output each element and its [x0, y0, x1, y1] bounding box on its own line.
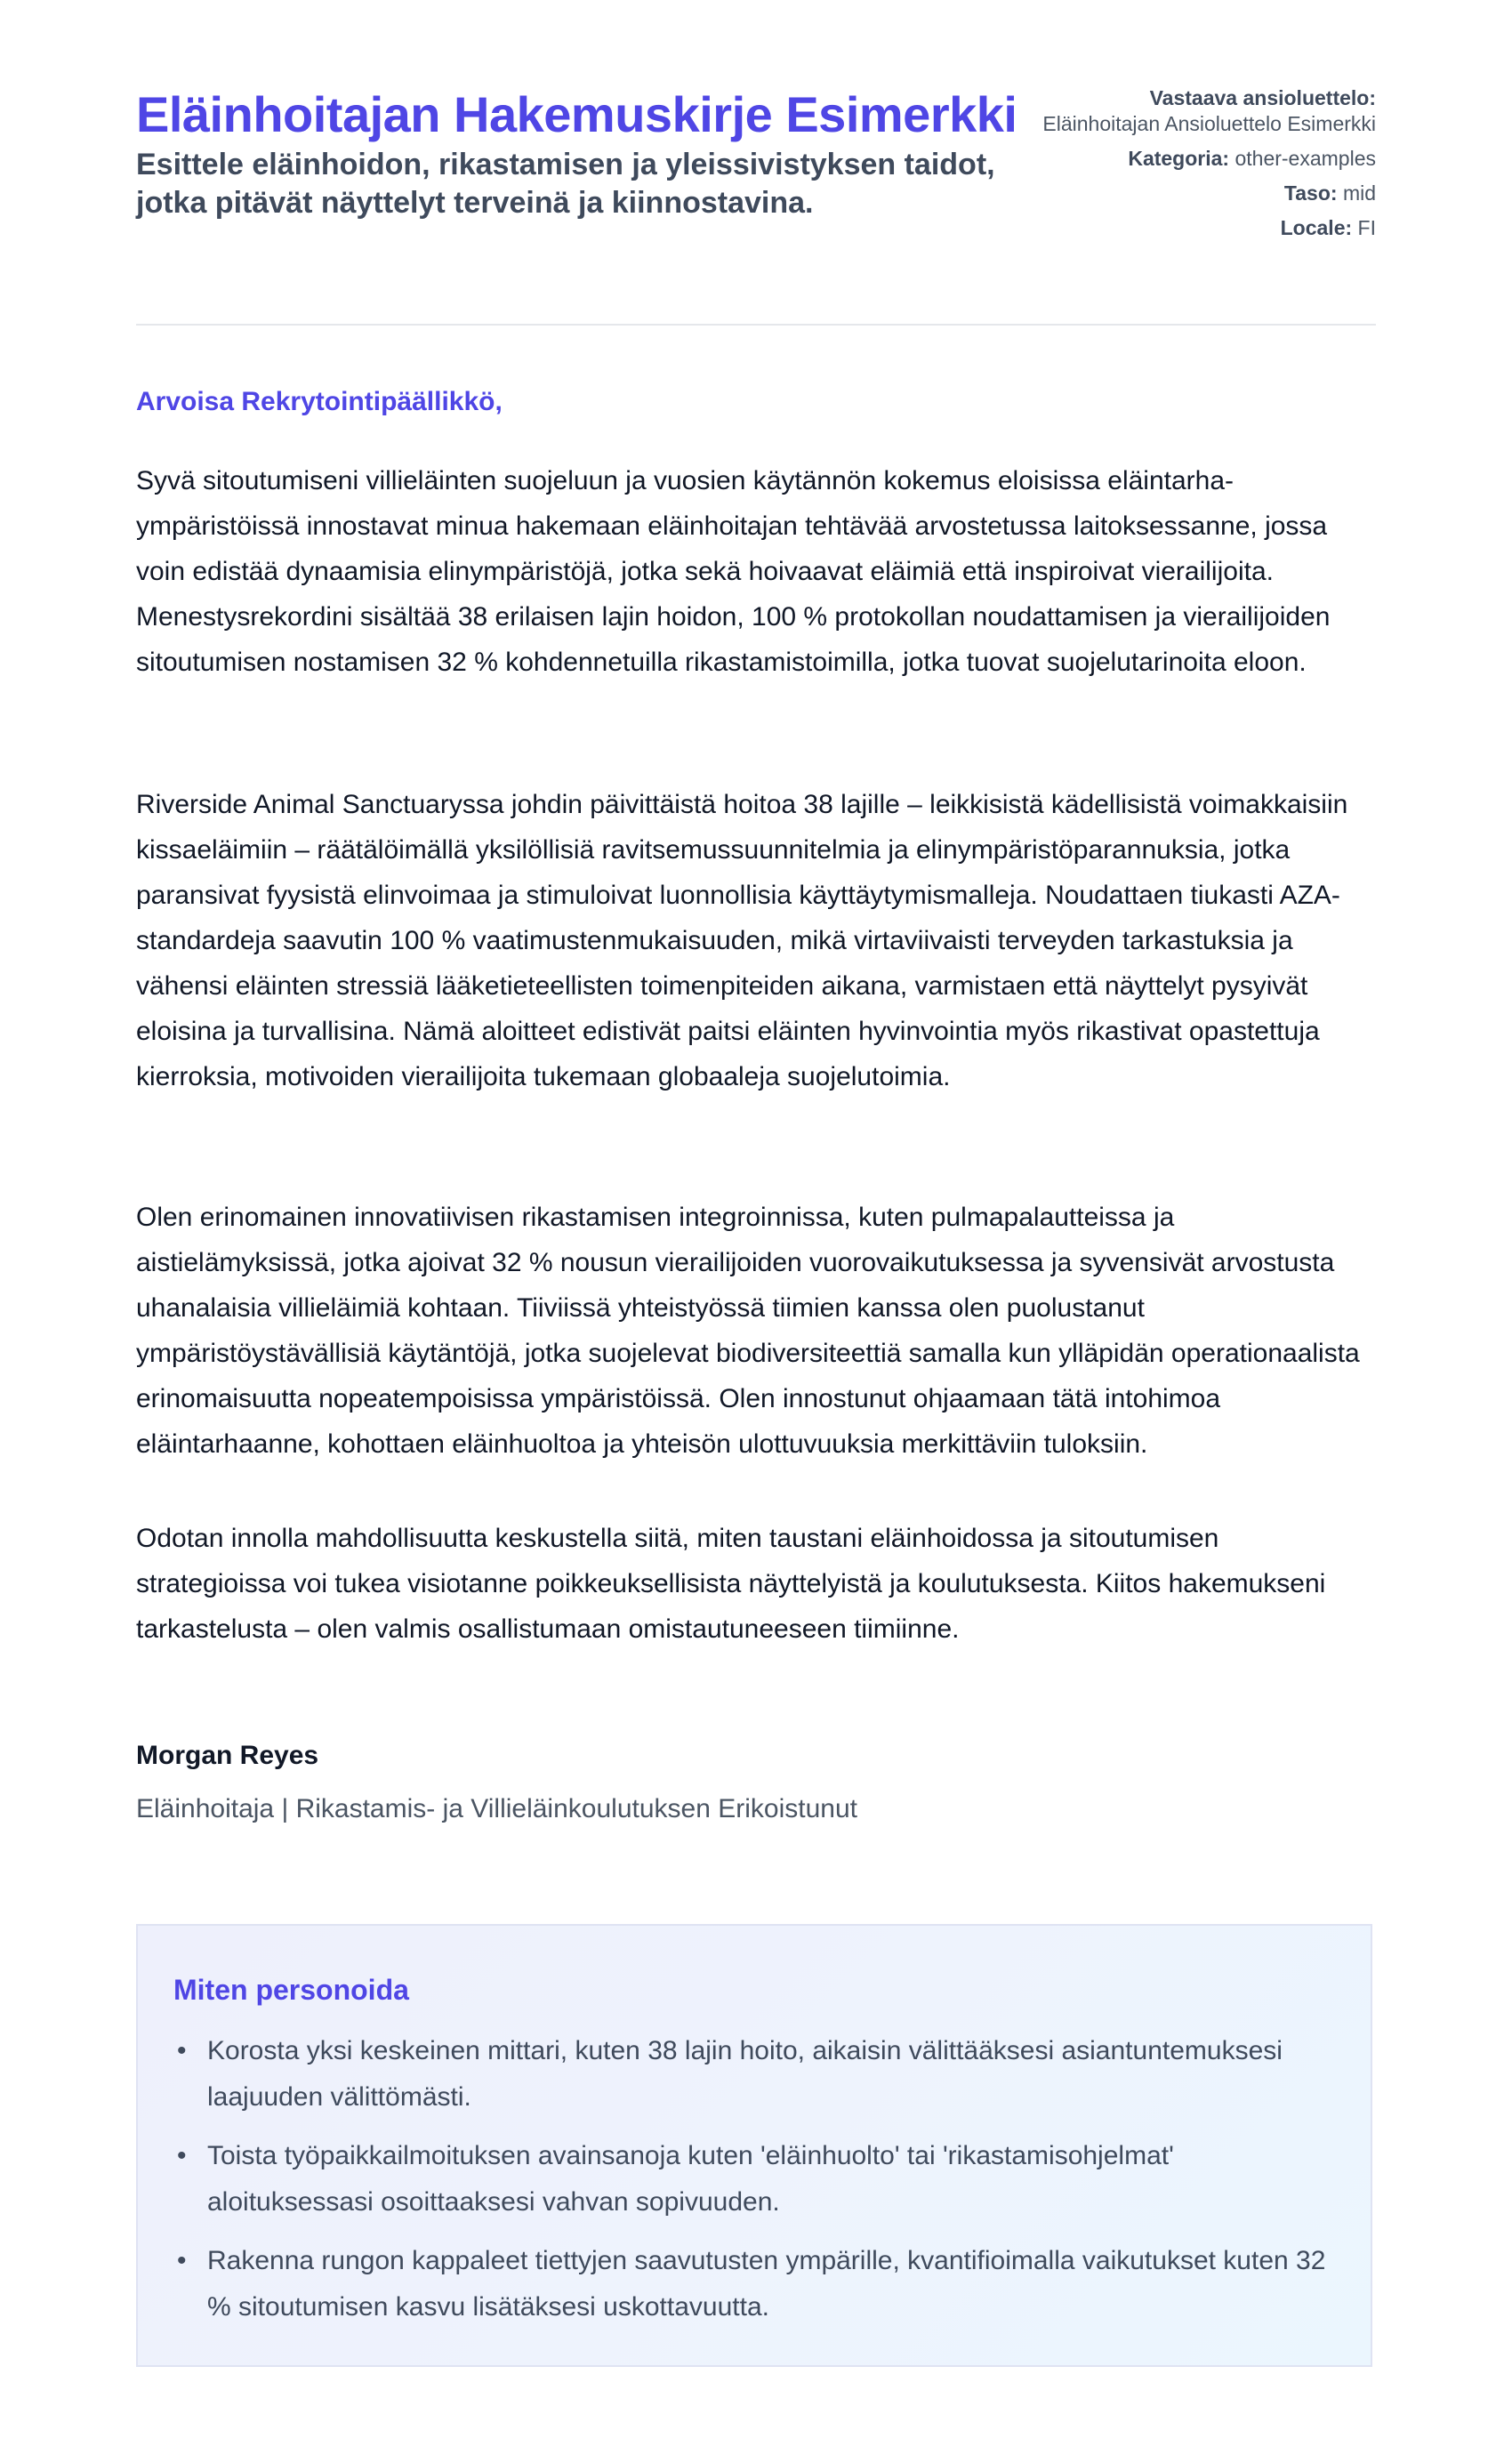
meta-resume-value: Eläinhoitajan Ansioluettelo Esimerkki — [1042, 112, 1376, 135]
meta-level-value: mid — [1342, 181, 1376, 205]
letter-paragraph-3: Olen erinomainen innovatiivisen rikastamisen integroinnissa, kuten pulmapalautteissa ja aistielämyksissä, jotka ajoivat 32 % nousun vierailijoiden vuorovaikutuksessa ja syvensivät arvostusta uhanalaisia villieläimiä kohtaan. Tiiviissä yhteistyössä tiimien kanssa olen puolustanut ympäristöystävällisiä käytäntöjä, jotka suojelevat biodiversiteettiä samalla kun ylläpidän operationaalista erinomaisuutta nopeatempoisissa ympäristöissä. Olen innostunut ohjaamaan tätä intohimoa eläintarhaanne, kohottaen eläinhuoltoa ja yhteisön ulottuvuuksia merkittäviin tuloksiin. — [136, 1203, 1360, 1459]
letter-paragraph-1: Syvä sitoutumiseni villieläinten suojeluun ja vuosien käytännön kokemus eloisissa eläintarha-ympäristöissä innostavat minua hakemaan eläinhoitajan tehtävää arvostetussa laitoksessanne, jossa voin edistää dynaamisia elinympäristöjä, jotka sekä hoivaavat eläimiä että inspiroivat vierailijoita. Menestysrekordini sisältää 38 erilaisen lajin hoidon, 100 % protokollan noudattamisen ja vierailijoiden sitoutumisen nostamisen 32 % kohdennetuilla rikastamistoimilla, jotka tuovat suojelutarinoita eloon. — [136, 466, 1331, 677]
tip-text: Toista työpaikkailmoituksen avainsanoja kuten 'eläinhuolto' tai 'rikastamisohjelmat' aloituksessasi osoittaaksesi vahvan sopivuuden. — [207, 2141, 1174, 2217]
tip-text: Rakenna rungon kappaleet tiettyjen saavutusten ympärille, kvantifioimalla vaikutukset kuten 32 % sitoutumisen kasvu lisätäksesi uskottavuutta. — [207, 2246, 1326, 2322]
meta-locale-value: FI — [1357, 216, 1376, 239]
meta-category-label: Kategoria: — [1128, 147, 1230, 170]
signature-name: Morgan Reyes — [136, 1741, 319, 1770]
page-header — [136, 0, 1376, 325]
letter-paragraph-4: Odotan innolla mahdollisuutta keskustella siitä, miten taustani eläinhoidossa ja sitoutumisen strategioissa voi tukea visiotanne poikkeuksellisista näyttelyistä ja koulutuksesta. Kiitos hakemukseni tarkastelusta – olen valmis osallistumaan omistautuneeseen tiimiinne. — [136, 1524, 1326, 1644]
meta-resume-label: Vastaava ansioluettelo: — [1149, 86, 1376, 109]
bullet-dot-icon: • — [177, 2141, 187, 2170]
meta-level-label: Taso: — [1283, 181, 1338, 205]
bullet-dot-icon: • — [177, 2246, 187, 2275]
header-divider — [136, 324, 1376, 326]
tip-item — [173, 2028, 1335, 2121]
page-title: Eläinhoitajan Hakemuskirje Esimerkki — [136, 86, 1017, 142]
page-subtitle: Esittele eläinhoidon, rikastamisen ja yleissivistyksen taidot, jotka pitävät näyttelyt terveinä ja kiinnostavina. — [136, 148, 995, 220]
cover-letter-page — [136, 0, 1376, 2322]
tip-item — [173, 2133, 1335, 2226]
tip-text: Korosta yksi keskeinen mittari, kuten 38 lajin hoito, aikaisin välittääksesi asiantuntemuksesi laajuuden välittömästi. — [207, 2036, 1283, 2112]
meta-related-resume — [1002, 85, 1376, 137]
title-block — [136, 85, 1025, 222]
tips-list — [173, 2028, 1335, 2343]
meta-category-value: other-examples — [1235, 147, 1376, 170]
tips-title: Miten personoida — [173, 1974, 409, 2006]
personalization-tips-box — [136, 1924, 1372, 2367]
tip-item — [173, 2238, 1335, 2330]
meta-panel — [1002, 85, 1376, 250]
meta-locale — [1002, 215, 1376, 241]
signature-title: Eläinhoitaja | Rikastamis- ja Villieläinkoulutuksen Erikoistunut — [136, 1794, 857, 1823]
meta-level — [1002, 181, 1376, 206]
salutation: Arvoisa Rekrytointipäällikkö, — [136, 387, 503, 416]
meta-locale-label: Locale: — [1280, 216, 1353, 239]
meta-category — [1002, 146, 1376, 172]
letter-paragraph-2: Riverside Animal Sanctuaryssa johdin päivittäistä hoitoa 38 lajille – leikkisistä kädellisistä voimakkaisiin kissaeläimiin – räätälöimällä yksilöllisiä ravitsemussuunnitelmia ja elinympäristöparannuksia, jotka paransivat fyysistä elinvoimaa ja stimuloivat luonnollisia käyttäytymismalleja. Noudattaen tiukasti AZA-standardeja saavutin 100 % vaatimustenmukaisuuden, mikä virtaviivaisti terveyden tarkastuksia ja vähensi eläinten stressiä lääketieteellisten toimenpiteiden aikana, varmistaen että näyttelyt pysyivät eloisina ja turvallisina. Nämä aloitteet edistivät paitsi eläinten hyvinvointia myös rikastivat opastettuja kierroksia, motivoiden vierailijoita tukemaan globaaleja suojelutoimia. — [136, 790, 1348, 1091]
bullet-dot-icon: • — [177, 2036, 187, 2065]
